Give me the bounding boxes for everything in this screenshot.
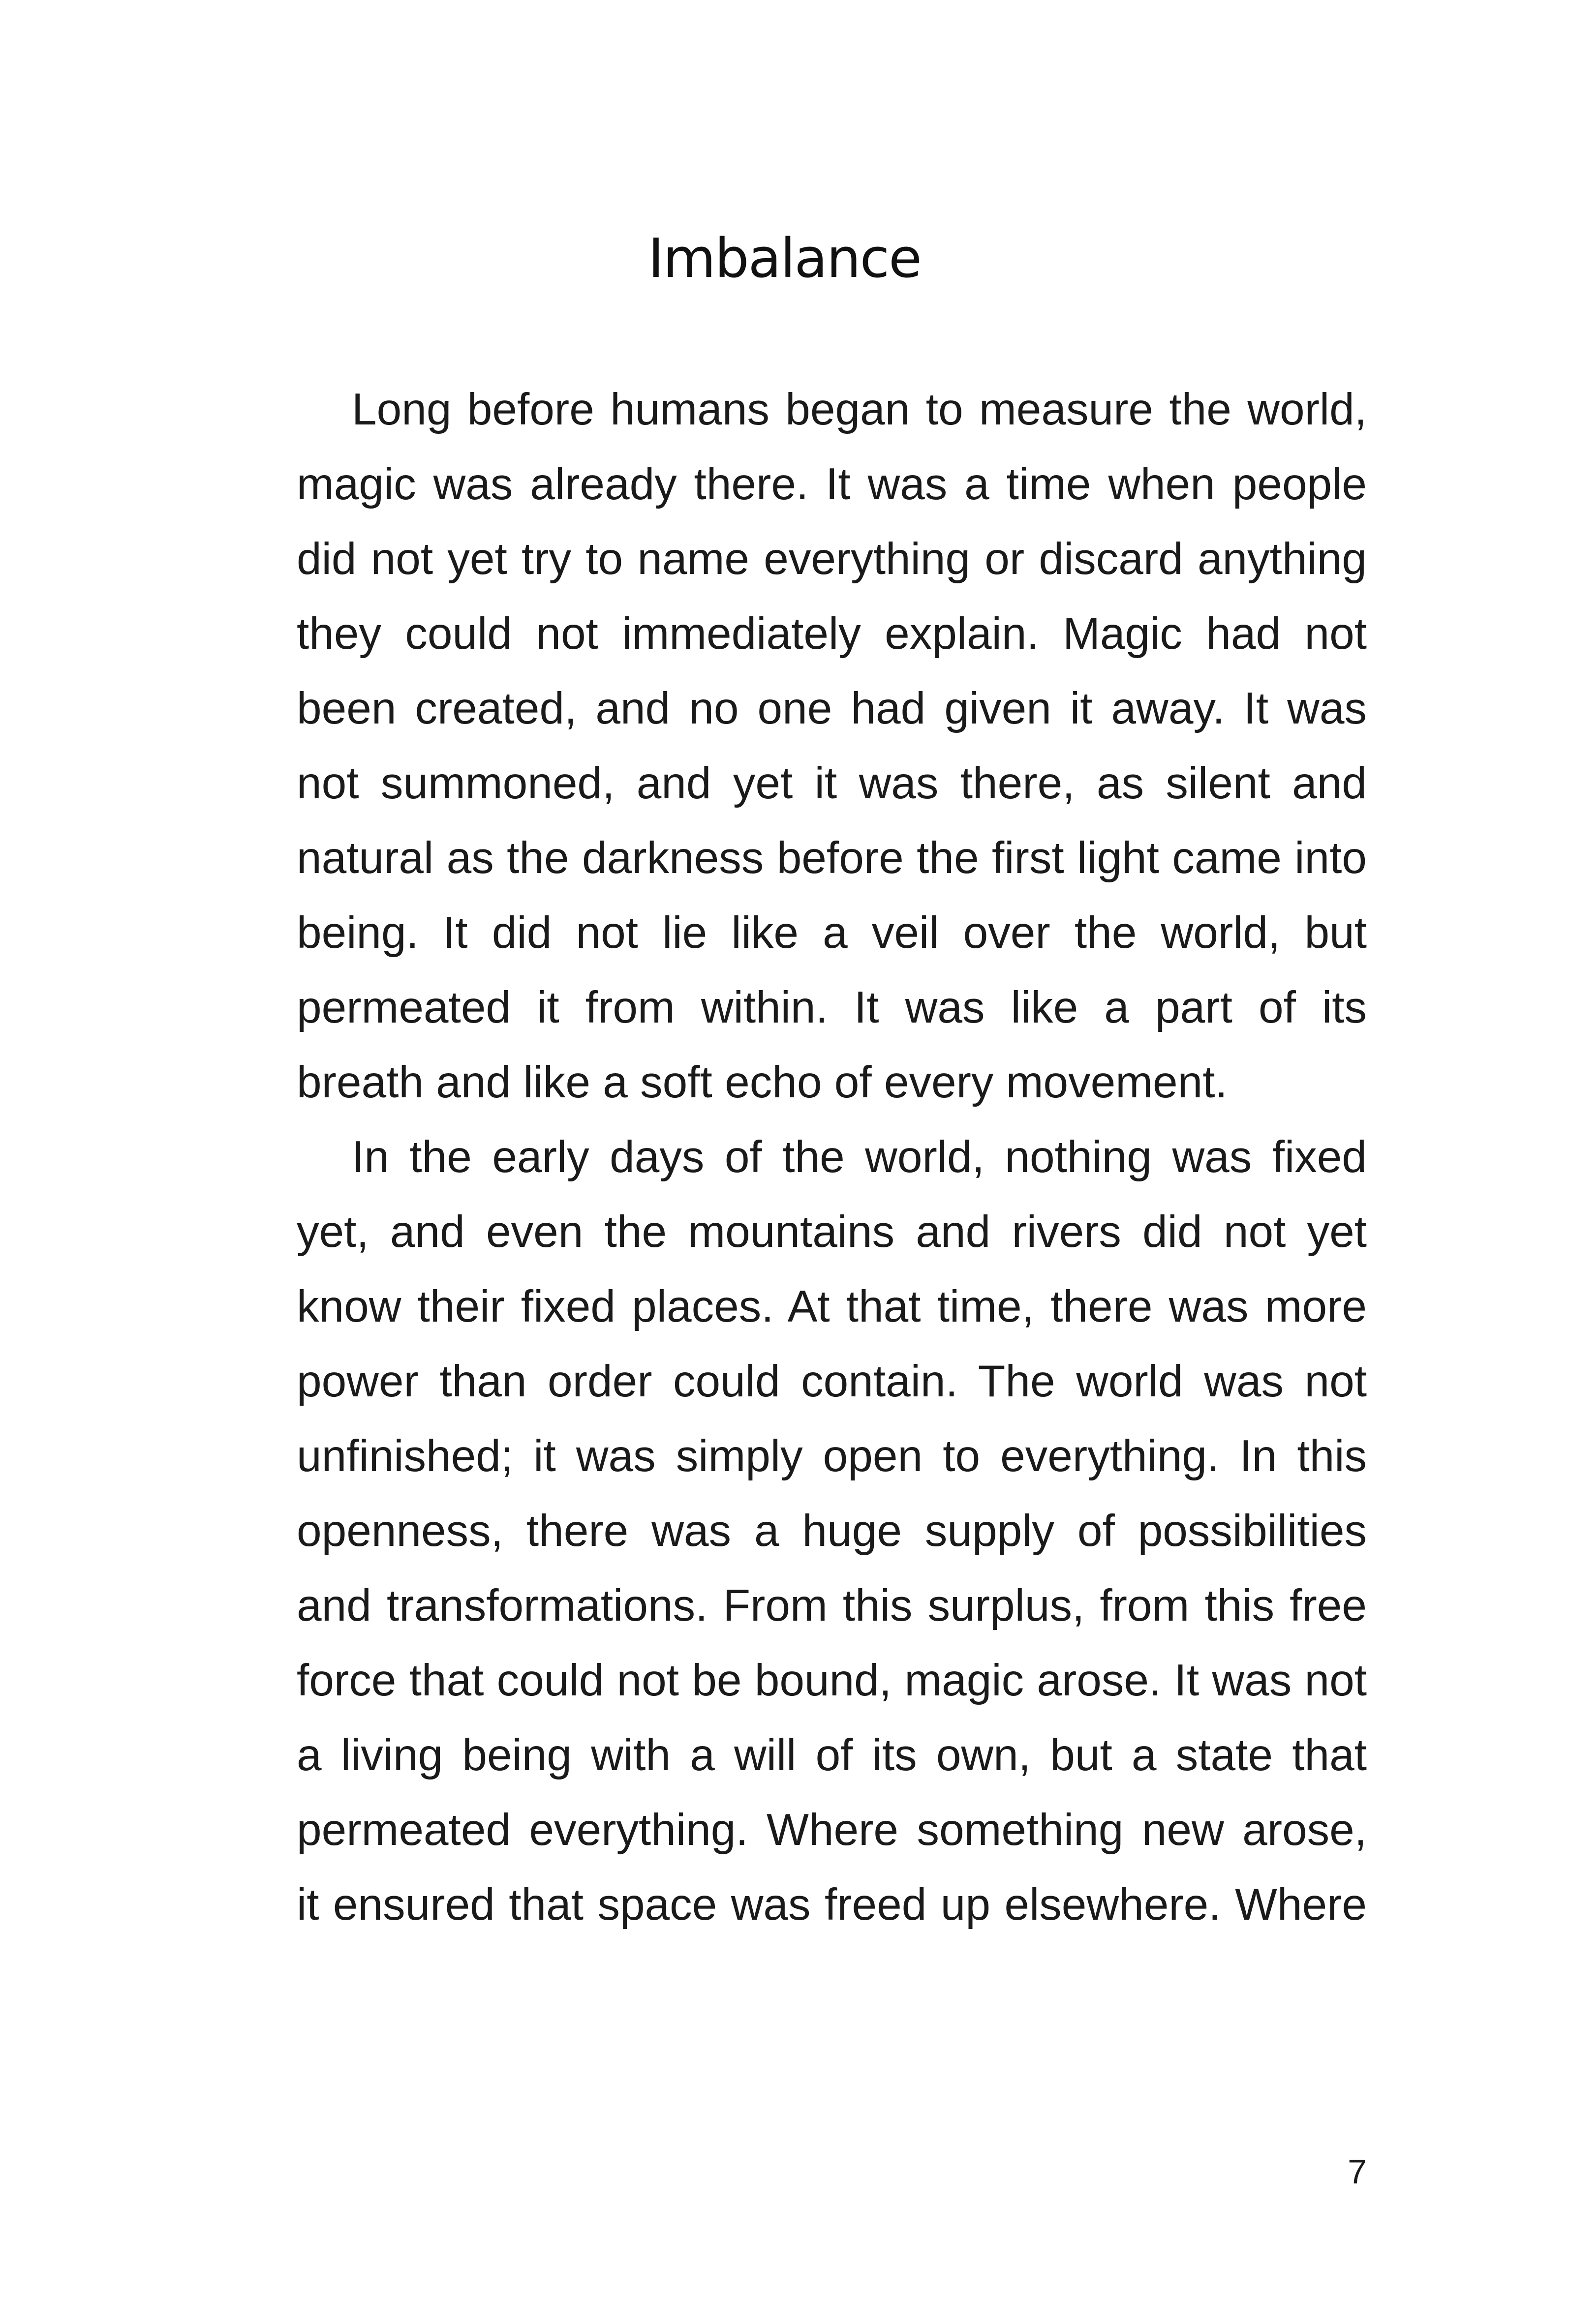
paragraph-1: Long before humans began to measure the world, magic was already there. It was a time when people did not yet try to name everything or discard anything they could not immediately explain. Magic had not been created, and no one had given it away. It was not summoned, and yet it was there, as silent and natural as the darkness before the first light came into being. It did not lie like a veil over the world, but permeated it from within. It was like a part of its breath and like a soft echo of every movement. — [297, 385, 1367, 1107]
chapter-title: Imbalance — [648, 227, 921, 290]
body-text — [297, 372, 1367, 1942]
paragraph-2: In the early days of the world, nothing was fixed yet, and even the mountains and rivers did not yet know their fixed places. At that time, there was more power than order could contain. The world was not unfinished; it was simply open to everything. In this openness, there was a huge supply of possibilities and transformations. From this surplus, from this free force that could not be bound, magic arose. It was not a living being with a will of its own, but a state that permeated everything. Where something new arose, it ensured that space was freed up elsewhere. Where — [297, 1132, 1367, 1930]
page-number: 7 — [1348, 2152, 1367, 2191]
